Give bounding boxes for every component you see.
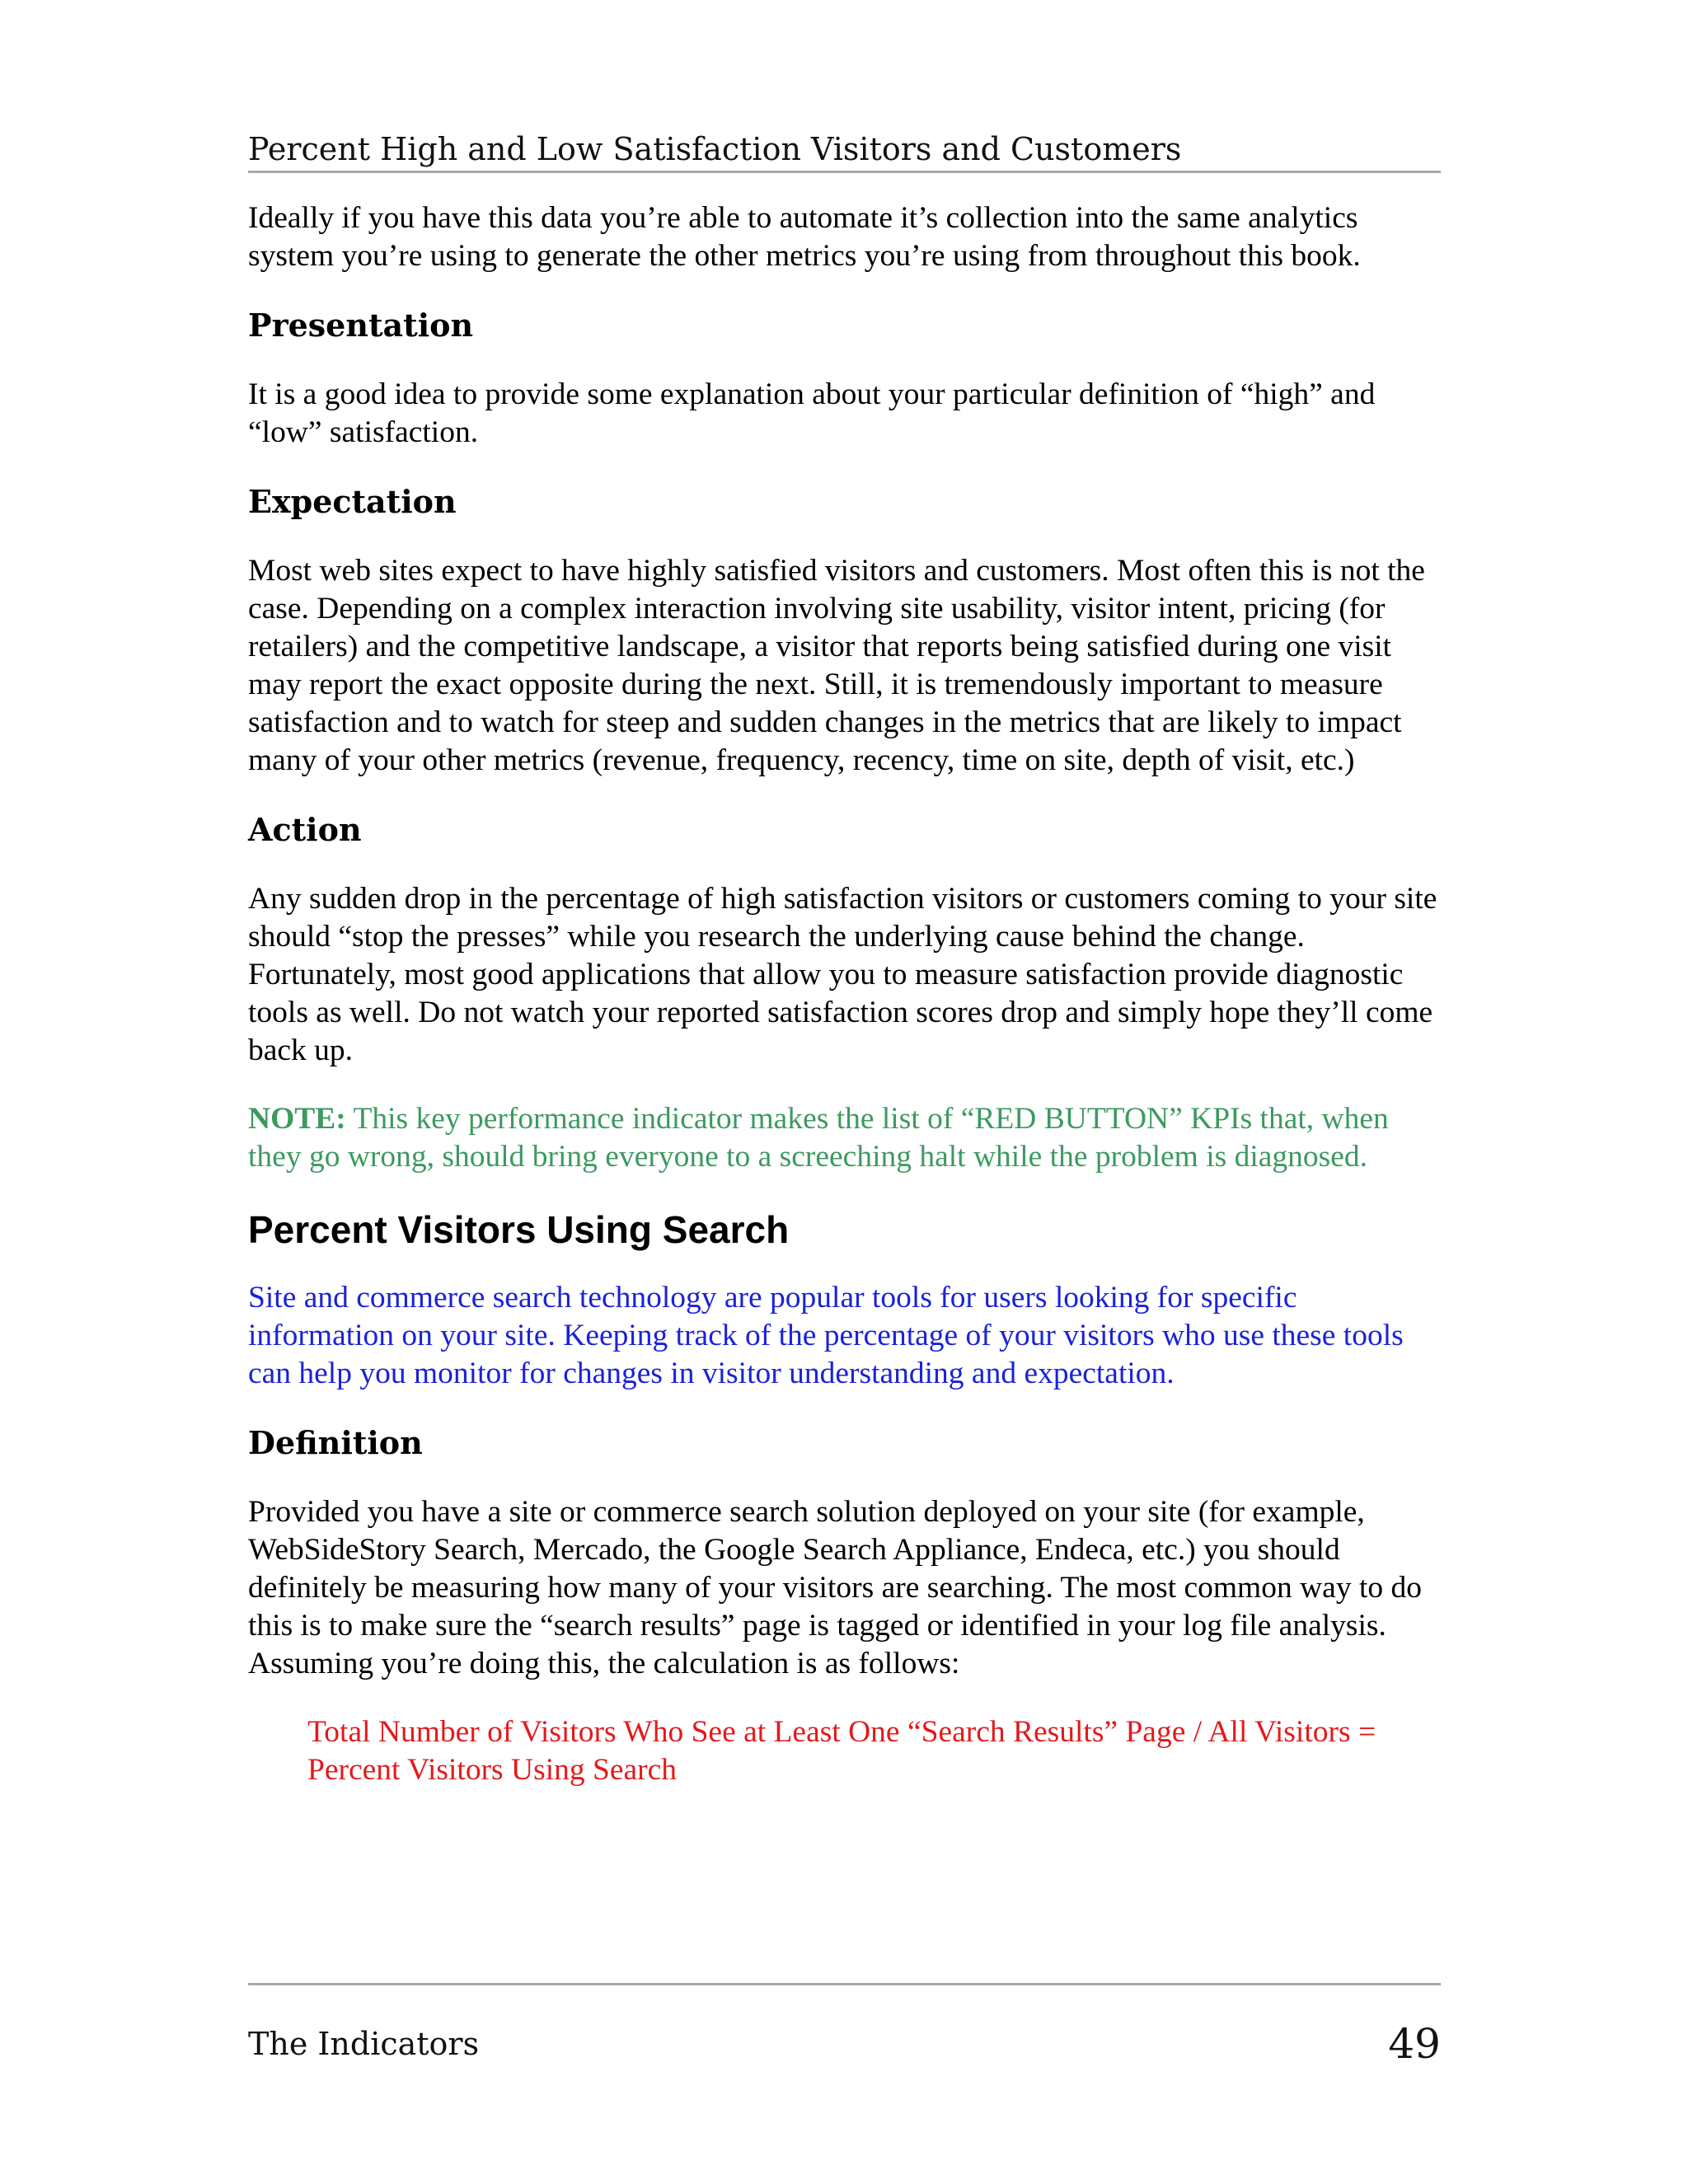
definition-paragraph: Provided you have a site or commerce search solution deployed on your site (for example, WebSideStory Search, Mercado, the Google Search Appliance, Endeca, etc.) you should definitely be measuring how many of your visitors are searching. The most common way to do this is to make sure the “search results” page is tagged or identified in your log file analysis. Assuming you’re doing this, the calculation is as follows:: [248, 1495, 1422, 1680]
definition-heading: Definition: [248, 1424, 423, 1461]
section-summary: Site and commerce search technology are popular tools for users looking for specific information on your site. Keeping track of the percentage of your visitors who use these tools can help you monitor for changes in visitor understanding and expectation.: [248, 1281, 1404, 1390]
page-content: [248, 199, 1441, 1820]
footer-divider: [248, 1983, 1441, 1985]
document-page: [248, 0, 1441, 2184]
action-paragraph: Any sudden drop in the percentage of high satisfaction visitors or customers coming to your site should “stop the presses” while you research the underlying cause behind the change. Fortunately, most good applications that allow you to measure satisfaction provide diagnostic tools as well. Do not watch your reported satisfaction scores drop and simply hope they’ll come back up.: [248, 882, 1437, 1067]
presentation-heading: Presentation: [248, 307, 474, 344]
expectation-paragraph: Most web sites expect to have highly satisfied visitors and customers. Most often this is not the case. Depending on a complex interaction involving site usability, visitor intent, pricing (for retailers) and the competitive landscape, a visitor that reports being satisfied during one visit may report the exact opposite during the next. Still, it is tremendously important to measure satisfaction and to watch for steep and sudden changes in the metrics that are likely to impact many of your other metrics (revenue, frequency, recency, time on site, depth of visit, etc.): [248, 554, 1425, 777]
expectation-heading: Expectation: [248, 483, 457, 520]
page-number: 49: [1388, 2020, 1441, 2068]
action-heading: Action: [248, 811, 362, 848]
footer-section-name: The Indicators: [248, 2026, 480, 2062]
note-callout: [248, 1100, 1441, 1176]
running-header: Percent High and Low Satisfaction Visitors and Customers: [248, 129, 1441, 173]
section-title: Percent Visitors Using Search: [248, 1208, 790, 1251]
note-text: This key performance indicator makes the list of “RED BUTTON” KPIs that, when they go wrong, should bring everyone to a screeching halt while the problem is diagnosed.: [248, 1102, 1389, 1174]
presentation-paragraph: It is a good idea to provide some explanation about your particular definition of “high” and “low” satisfaction.: [248, 377, 1376, 449]
intro-paragraph: Ideally if you have this data you’re able to automate it’s collection into the same analytics system you’re using to generate the other metrics you’re using from throughout this book.: [248, 201, 1361, 273]
note-label: NOTE:: [248, 1102, 346, 1136]
calculation-formula: Total Number of Visitors Who See at Least One “Search Results” Page / All Visitors = Percent Visitors Using Search: [307, 1715, 1376, 1787]
